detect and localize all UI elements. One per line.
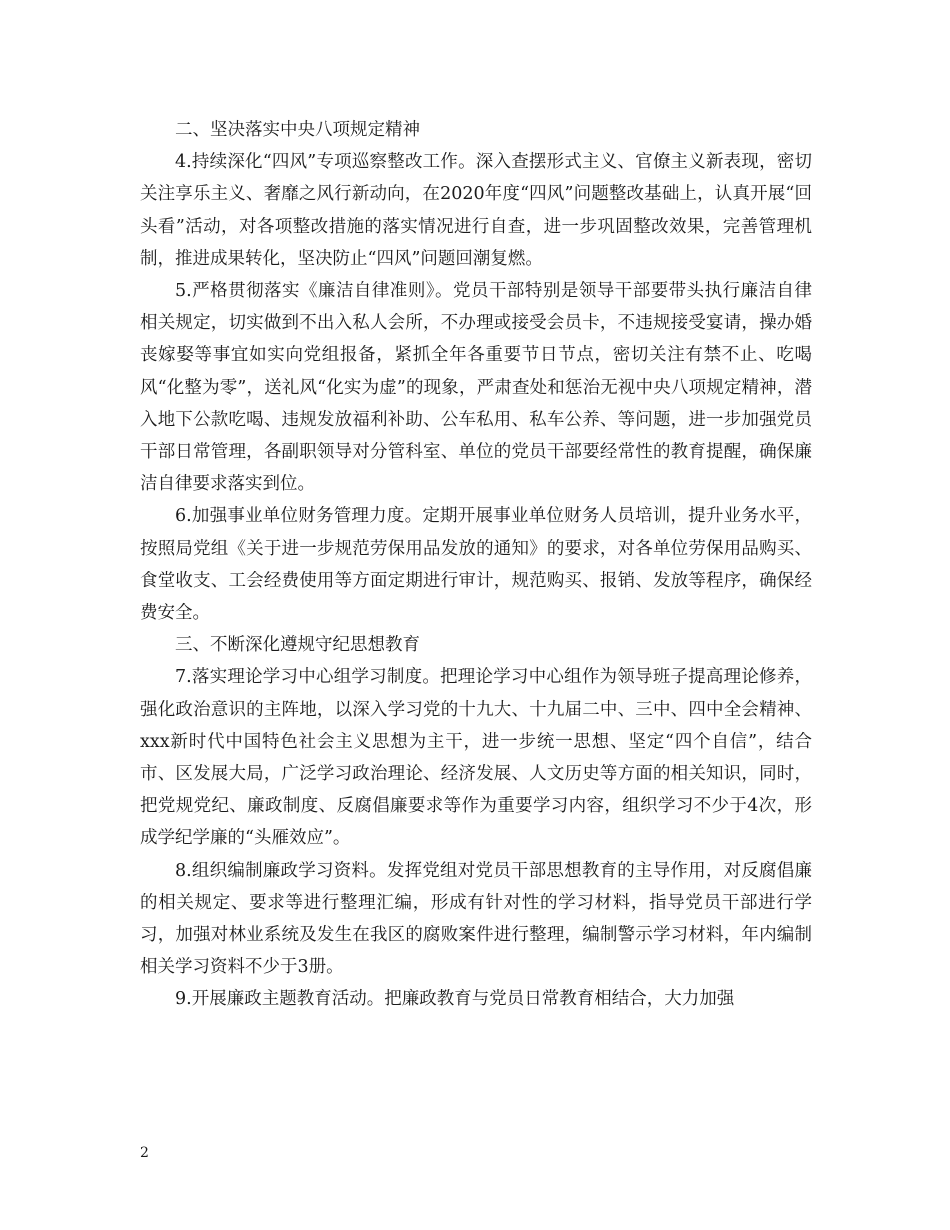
paragraph-item-6: 6.加强事业单位财务管理力度。定期开展事业单位财务人员培训，提升业务水平，按照局党组《关于进一步规范劳保用品发放的通知》的要求，对各单位劳保用品购买、食堂收支、工会经费使用等方面定期进行审计，规范购买、报销、发放等程序，确保经费安全。 [140,506,812,624]
document-body [140,114,812,1016]
paragraph-item-7: 7.落实理论学习中心组学习制度。把理论学习中心组作为领导班子提高理论修养，强化政治意识的主阵地，以深入学习党的十九大、十九届二中、三中、四中全会精神、xxx新时代中国特色社会主义思想为主干，进一步统一思想、坚定“四个自信”，结合市、区发展大局，广泛学习政治理论、经济发展、人文历史等方面的相关知识，同时，把党规党纪、廉政制度、反腐倡廉要求等作为重要学习内容，组织学习不少于4次，形成学纪学廉的“头雁效应”。 [140,667,812,849]
paragraph-item-9: 9.开展廉政主题教育活动。把廉政教育与党员日常教育相结合，大力加强 [175,989,735,1010]
paragraph-item-5: 5.严格贯彻落实《廉洁自律准则》。党员干部特别是领导干部要带头执行廉洁自律相关规定，切实做到不出入私人会所，不办理或接受会员卡，不违规接受宴请，操办婚丧嫁娶等事宜如实向党组报备，紧抓全年各重要节日节点，密切关注有禁不止、吃喝风“化整为零”，送礼风“化实为虚”的现象，严肃查处和惩治无视中央八项规定精神，潜入地下公款吃喝、违规发放福利补助、公车私用、私车公养、等问题，进一步加强党员干部日常管理，各副职领导对分管科室、单位的党员干部要经常性的教育提醒，确保廉洁自律要求落实到位。 [140,281,812,495]
paragraph-item-4: 4.持续深化“四风”专项巡察整改工作。深入查摆形式主义、官僚主义新表现，密切关注享乐主义、奢靡之风行新动向，在2020年度“四风”问题整改基础上，认真开展“回头看”活动，对各项整改措施的落实情况进行自查，进一步巩固整改效果，完善管理机制，推进成果转化，坚决防止“四风”问题回潮复燃。 [140,152,812,269]
section-heading-2: 二、坚决落实中央八项规定精神 [175,120,420,140]
paragraph-item-8: 8.组织编制廉政学习资料。发挥党组对党员干部思想教育的主导作用，对反腐倡廉的相关规定、要求等进行整理汇编，形成有针对性的学习材料，指导党员干部进行学习，加强对林业系统及发生在我区的腐败案件进行整理，编制警示学习材料，年内编制相关学习资料不少于3册。 [140,860,812,978]
page-number: 2 [140,1145,149,1161]
section-heading-3: 三、不断深化遵规守纪思想教育 [175,635,420,656]
